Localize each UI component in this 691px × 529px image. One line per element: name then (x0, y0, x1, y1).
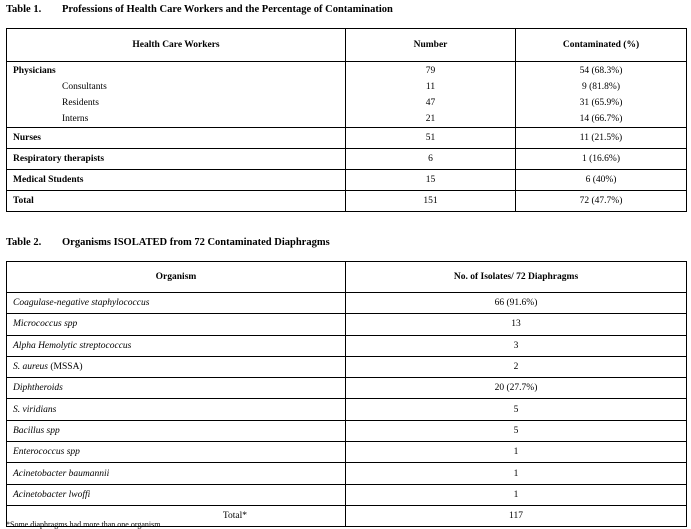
table2-number: Table 2. (6, 237, 42, 248)
table-row (7, 420, 687, 441)
row-number: 21 (346, 111, 516, 128)
organism-name-cell (7, 356, 346, 377)
row-contaminated: 14 (66.7%) (516, 111, 687, 128)
row-label: Respiratory therapists (7, 149, 346, 170)
row-label: Residents (7, 95, 346, 111)
organism-suffix: (MSSA) (48, 362, 83, 373)
organism-name: S. viridians (7, 399, 346, 420)
row-contaminated: 11 (21.5%) (516, 128, 687, 149)
table-row (7, 62, 687, 80)
organism-name: Enterococcus spp (7, 442, 346, 463)
organism-name: Bacillus spp (7, 420, 346, 441)
table1-header-workers: Health Care Workers (7, 29, 346, 62)
table1-header-contaminated: Contaminated (%) (516, 29, 687, 62)
table-row (7, 399, 687, 420)
organism-name: Acinetobacter baumannii (7, 463, 346, 484)
row-number: 15 (346, 170, 516, 191)
table-row (7, 149, 687, 170)
table-row (7, 128, 687, 149)
isolates-count: 66 (91.6%) (346, 293, 687, 314)
organism-name: S. aureus (13, 362, 49, 373)
row-contaminated: 1 (16.6%) (516, 149, 687, 170)
table2 (6, 261, 687, 527)
table2-caption (6, 237, 330, 248)
table2-footnote: *Some diaphragms had more than one organism. (6, 520, 163, 529)
isolates-count: 5 (346, 399, 687, 420)
table-row (7, 442, 687, 463)
row-contaminated: 31 (65.9%) (516, 95, 687, 111)
table-row (7, 293, 687, 314)
row-number: 6 (346, 149, 516, 170)
row-contaminated: 72 (47.7%) (516, 191, 687, 212)
table-row (7, 463, 687, 484)
table2-header-isolates: No. of Isolates/ 72 Diaphragms (346, 262, 687, 293)
table1-header-row (7, 29, 687, 62)
organism-name: Alpha Hemolytic streptococcus (7, 335, 346, 356)
table-row (7, 356, 687, 377)
row-contaminated: 54 (68.3%) (516, 62, 687, 80)
table-row (7, 191, 687, 212)
table-row (7, 111, 687, 128)
row-label: Medical Students (7, 170, 346, 191)
isolates-count: 2 (346, 356, 687, 377)
table2-header-row (7, 262, 687, 293)
table1 (6, 28, 687, 212)
table-row (7, 484, 687, 505)
table1-number: Table 1. (6, 4, 42, 15)
table-row (7, 170, 687, 191)
row-number: 51 (346, 128, 516, 149)
isolates-count: 13 (346, 314, 687, 335)
isolates-count: 20 (27.7%) (346, 378, 687, 399)
organism-name: Micrococcus spp (7, 314, 346, 335)
isolates-count: 5 (346, 420, 687, 441)
row-label: Consultants (7, 79, 346, 95)
table-row (7, 314, 687, 335)
row-label: Total (7, 191, 346, 212)
total-isolates: 117 (346, 505, 687, 526)
table-row (7, 95, 687, 111)
row-contaminated: 9 (81.8%) (516, 79, 687, 95)
table1-caption (6, 4, 393, 15)
isolates-count: 3 (346, 335, 687, 356)
total-label: Total* (7, 505, 346, 526)
table-row (7, 335, 687, 356)
row-label: Nurses (7, 128, 346, 149)
isolates-count: 1 (346, 484, 687, 505)
row-contaminated: 6 (40%) (516, 170, 687, 191)
table1-header-number: Number (346, 29, 516, 62)
row-number: 79 (346, 62, 516, 80)
table-row (7, 378, 687, 399)
organism-name: Diphtheroids (7, 378, 346, 399)
row-number: 151 (346, 191, 516, 212)
organism-name: Coagulase-negative staphylococcus (7, 293, 346, 314)
isolates-count: 1 (346, 442, 687, 463)
organism-name: Acinetobacter lwoffi (7, 484, 346, 505)
table-row (7, 79, 687, 95)
row-number: 47 (346, 95, 516, 111)
row-number: 11 (346, 79, 516, 95)
table2-title: Organisms ISOLATED from 72 Contaminated Diaphragms (62, 237, 330, 248)
row-label: Interns (7, 111, 346, 128)
table1-title: Professions of Health Care Workers and the Percentage of Contamination (62, 4, 393, 15)
isolates-count: 1 (346, 463, 687, 484)
row-label: Physicians (7, 62, 346, 80)
table2-header-organism: Organism (7, 262, 346, 293)
